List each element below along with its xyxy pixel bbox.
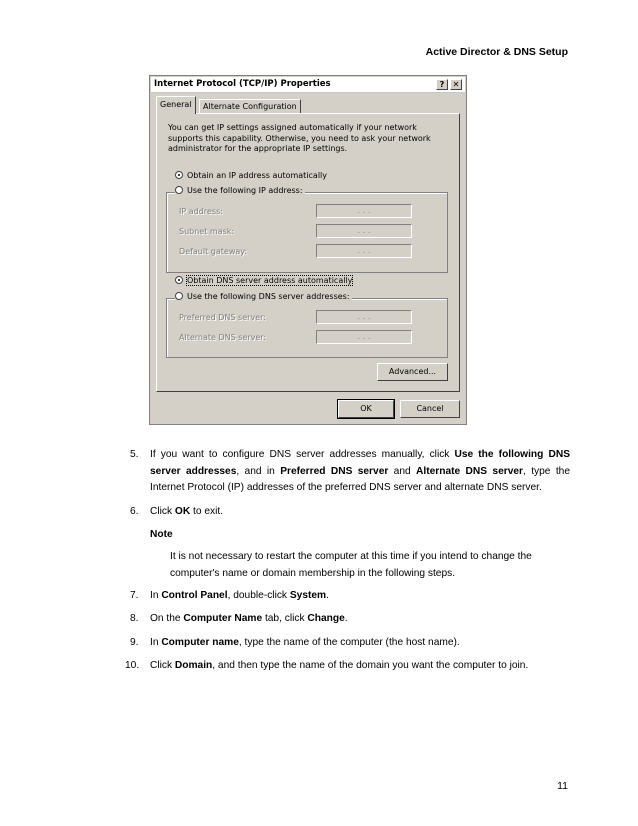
use-ip-radio[interactable] [175,186,183,194]
step-emphasis: Alternate DNS server [416,465,524,477]
step-number: 9. [130,636,139,648]
obtain-dns-label: Obtain DNS server address automatically [187,276,353,285]
step-text: , type the Internet Protocol (IP) addresses of the preferred DNS server and alternate DNS server. [150,465,570,493]
preferred-dns-label: Preferred DNS server: [179,313,266,322]
tcpip-properties-dialog [149,75,467,425]
obtain-ip-radio-row[interactable] [175,171,327,180]
step-emphasis: Domain [174,660,213,671]
dialog-title: Internet Protocol (TCP/IP) Properties [154,79,331,89]
obtain-dns-radio[interactable] [175,276,183,284]
subnet-mask-input[interactable]: . . . [316,224,412,238]
step-text: In [150,636,162,648]
use-dns-label: Use the following DNS server addresses: [187,292,350,301]
step-text: tab, click [262,613,308,624]
step-text: . [326,589,329,601]
tab-alternate-configuration[interactable]: Alternate Configuration [199,99,301,114]
dns-server-group [166,292,448,358]
step-text: Click [150,505,175,517]
note-body: It is not necessary to restart the computer at this time if you intend to change the computer's name or domain membership in the following steps. [170,550,532,579]
step-number: 7. [130,589,139,601]
step-text: , type the name of the computer (the host name). [238,636,460,648]
default-gateway-input[interactable]: . . . [316,244,412,258]
step-emphasis: Change [307,613,345,624]
step-text: On the [150,613,184,624]
step-emphasis: Computer Name [183,613,263,624]
ip-address-input[interactable]: . . . [316,204,412,218]
use-dns-radio[interactable] [175,292,183,300]
step-10 [125,658,570,675]
step-text: , and in [236,465,281,477]
step-emphasis: Computer name [161,636,239,648]
use-ip-radio-row[interactable] [175,186,305,195]
preferred-dns-input[interactable]: . . . [316,310,412,324]
step-text: In [150,589,162,601]
step-text: If you want to configure DNS server addresses manually, click [150,449,455,460]
step-text: to exit. [190,505,224,517]
ok-button[interactable]: OK [338,400,394,418]
note-heading: Note [150,529,173,540]
step-text: and [388,465,417,477]
general-tab-panel [156,113,460,392]
ip-address-label: IP address: [179,207,223,216]
help-icon[interactable]: ? [436,79,448,90]
step-7 [130,588,570,605]
page-number: 11 [557,780,568,792]
obtain-dns-radio-row[interactable] [175,276,352,285]
step-number: 8. [130,613,139,624]
cancel-button[interactable]: Cancel [400,400,460,418]
alternate-dns-label: Alternate DNS server: [179,333,267,342]
step-emphasis: System [289,589,327,601]
step-number: 6. [130,505,139,517]
step-5 [130,447,570,497]
step-emphasis: Preferred DNS server [280,465,389,477]
step-text: Click [150,660,175,671]
step-number: 5. [130,449,139,460]
use-dns-radio-row[interactable] [175,292,352,301]
obtain-ip-radio[interactable] [175,171,183,179]
step-emphasis: Use the following DNS server addresses [150,449,570,477]
close-icon[interactable]: ✕ [450,79,462,90]
step-text: . [344,613,348,624]
advanced-button[interactable]: Advanced... [377,363,448,381]
page-header: Active Director & DNS Setup [425,46,568,58]
step-emphasis: Control Panel [161,589,228,601]
step-emphasis: OK [174,505,191,517]
intro-text: You can get IP settings assigned automatically if your network supports this capability. Otherwise, you need to ask your network administrator for the appropriate IP settings. [168,123,431,153]
dialog-titlebar [151,77,465,93]
default-gateway-label: Default gateway: [179,247,248,256]
step-6 [130,504,570,521]
ip-address-group [166,186,448,273]
use-ip-label: Use the following IP address: [187,186,303,195]
step-9 [130,635,570,652]
alternate-dns-input[interactable]: . . . [316,330,412,344]
step-text: , and then type the name of the domain you want the computer to join. [212,660,529,671]
step-8 [130,611,570,628]
instruction-steps [125,447,570,682]
tab-general[interactable]: General [156,96,196,114]
subnet-mask-label: Subnet mask: [179,227,235,236]
step-number: 10. [125,660,140,671]
step-text: , double-click [227,589,290,601]
obtain-ip-label: Obtain an IP address automatically [187,171,328,180]
